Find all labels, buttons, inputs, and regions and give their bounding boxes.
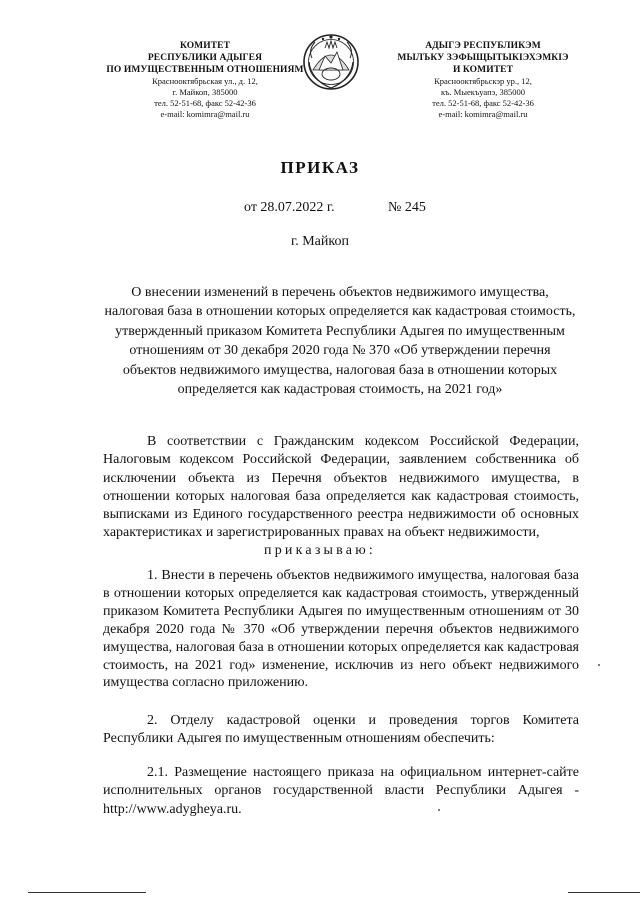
org-name-line-3: И КОМИТЕТ bbox=[452, 65, 514, 75]
document-title: ПРИКАЗ bbox=[280, 158, 360, 177]
page-edge-line-right bbox=[568, 892, 640, 893]
org-name-line-2: МЫЛЪКУ ЗЭФЫЩЫТЫКІЭХЭМКІЭ bbox=[397, 53, 569, 63]
header-right-adyghe bbox=[378, 40, 588, 120]
page-edge-line-left bbox=[28, 892, 146, 893]
org-city: къ. Мыекъуапэ, 385000 bbox=[440, 87, 526, 97]
order-item-1: 1. Внести в перечень объектов недвижимого имущества, налоговая база в отношении которых определяется как кадастровая стоимость, утвержденный приказом Комитета Республики Адыгея по имущественным отношениям от 30 декабря 2020 года № 370 «Об утверждении перечня объектов недвижимого имущества, налоговая база в отношении которых определяется как кадастровая стоимость, на 2021 год» изменение, исключив из него объект недвижимого имущества согласно приложению. bbox=[103, 568, 579, 691]
preamble-paragraph: В соответствии с Гражданским кодексом Российской Федерации, Налоговым кодексом Российской Федерации, заявлением собственника об исключении объекта из Перечня объектов недвижимого имущества, в отношении которых налоговая база определяется как кадастровая стоимость, выписками из Единого государственного реестра недвижимости об основных характеристиках и зарегистрированных правах на объект недвижимости, bbox=[103, 434, 579, 541]
header-left-russian bbox=[100, 40, 310, 120]
org-email: e-mail: komimra@mail.ru bbox=[160, 109, 250, 119]
document-subject: О внесении изменений в перечень объектов недвижимого имущества, налоговая база в отношении которых определяется как кадастровая стоимость, утвержденный приказом Комитета Республики Адыгея по имущественным отношениям от 30 декабря 2020 года № 370 «Об утверждении перечня объектов недвижимого имущества, налоговая база в отношении которых определяется как кадастровая стоимость, на 2021 год» bbox=[104, 285, 576, 398]
order-item-2: 2. Отделу кадастровой оценки и проведения торгов Комитета Республики Адыгея по имущественным отношениям обеспечить: bbox=[103, 713, 579, 747]
order-number: № 245 bbox=[388, 200, 426, 215]
org-name-line-1: КОМИТЕТ bbox=[179, 41, 231, 51]
document-city: г. Майкоп bbox=[291, 234, 349, 249]
order-word: приказываю: bbox=[264, 543, 376, 558]
org-name-line-2: РЕСПУБЛИКИ АДЫГЕЯ bbox=[147, 53, 263, 63]
org-name-line-1: АДЫГЭ РЕСПУБЛИКЭМ bbox=[425, 41, 541, 51]
adygea-coat-of-arms-icon bbox=[303, 30, 359, 94]
org-city: г. Майкоп, 385000 bbox=[172, 87, 238, 97]
order-item-2-1: 2.1. Размещение настоящего приказа на официальном интернет-сайте исполнительных органов государственной власти Республики Адыгея - http://www.adygheya.ru. bbox=[103, 765, 579, 817]
org-phone: тел. 52-51-68, факс 52-42-36 bbox=[432, 98, 534, 108]
scan-speck bbox=[438, 809, 440, 811]
order-date: от 28.07.2022 г. bbox=[244, 200, 335, 215]
org-address: Краснооктябрьская ул., д. 12, bbox=[152, 76, 258, 86]
scan-speck bbox=[598, 664, 600, 666]
org-email: e-mail: komimra@mail.ru bbox=[438, 109, 528, 119]
org-phone: тел. 52-51-68, факс 52-42-36 bbox=[154, 98, 256, 108]
org-address: Краснооктябрьскэр ур., 12, bbox=[434, 76, 532, 86]
org-name-line-3: ПО ИМУЩЕСТВЕННЫМ ОТНОШЕНИЯМ bbox=[106, 65, 304, 75]
